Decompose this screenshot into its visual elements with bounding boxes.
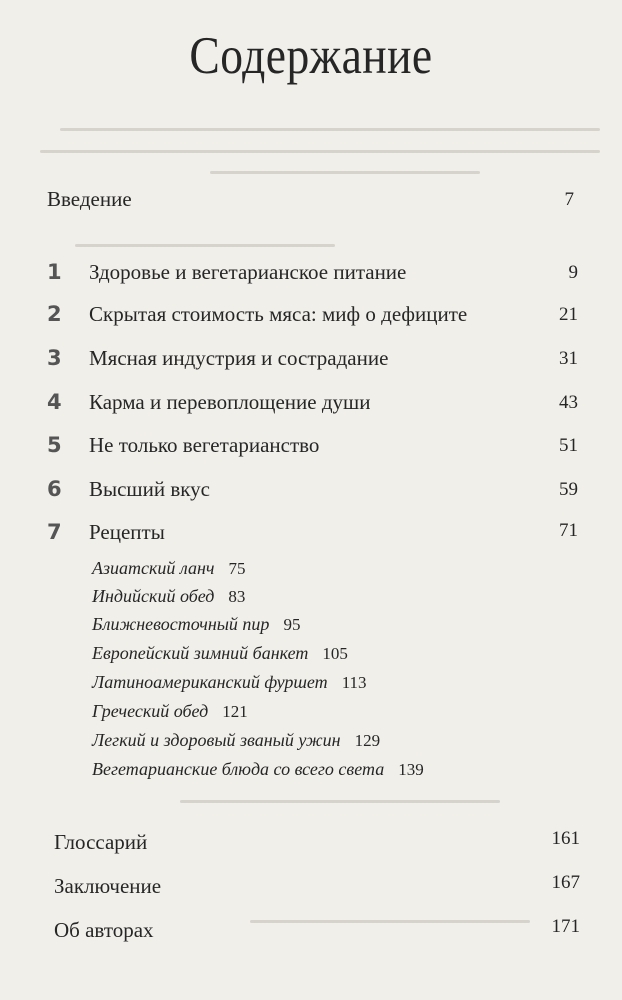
bleed-through-line <box>60 128 600 131</box>
recipe-page: 105 <box>322 644 348 663</box>
bleed-through-line <box>180 800 500 803</box>
chapter-page: 43 <box>559 392 578 413</box>
chapter-number: 2 <box>47 302 62 326</box>
recipe-page: 121 <box>222 702 248 721</box>
chapter-page: 31 <box>559 348 578 369</box>
chapter-page: 71 <box>559 520 578 541</box>
toc-entry-authors: Об авторах <box>54 918 154 942</box>
recipe-page: 95 <box>283 615 301 634</box>
bleed-through-line <box>40 150 600 153</box>
recipe-entry <box>92 558 246 579</box>
recipe-title: Ближневосточный пир <box>92 614 270 634</box>
chapter-title: Скрытая стоимость мяса: миф о дефиците <box>89 302 468 326</box>
chapter-title: Мясная индустрия и сострадание <box>89 346 389 370</box>
chapter-title: Здоровье и вегетарианское питание <box>89 260 407 284</box>
toc-entry-glossary: Глоссарий <box>54 830 148 854</box>
chapter-page: 51 <box>559 435 578 456</box>
chapter-page: 21 <box>559 304 578 325</box>
recipe-page: 83 <box>228 587 246 606</box>
recipe-entry <box>92 643 348 664</box>
recipe-title: Греческий обед <box>92 701 209 721</box>
bleed-through-line <box>250 920 530 923</box>
recipe-page: 113 <box>341 673 367 692</box>
recipe-title: Индийский обед <box>92 586 215 606</box>
toc-page-intro: 7 <box>564 189 574 210</box>
recipe-entry <box>92 672 367 693</box>
chapter-title: Рецепты <box>89 520 165 544</box>
toc-page-glossary: 161 <box>551 828 580 849</box>
recipe-page: 139 <box>398 760 424 779</box>
chapter-title: Карма и перевоплощение души <box>89 390 371 414</box>
chapter-number: 5 <box>47 433 62 457</box>
chapter-page: 9 <box>568 262 578 283</box>
chapter-title: Высший вкус <box>89 477 210 501</box>
recipe-entry <box>92 701 248 722</box>
chapter-number: 1 <box>47 260 62 284</box>
recipe-entry <box>92 614 300 635</box>
chapter-page: 59 <box>559 479 578 500</box>
toc-page-conclusion: 167 <box>551 872 580 893</box>
toc-page-authors: 171 <box>551 916 580 937</box>
recipe-page: 75 <box>228 559 246 578</box>
chapter-number: 4 <box>47 390 62 414</box>
recipe-title: Латиноамериканский фуршет <box>92 672 328 692</box>
recipe-title: Легкий и здоровый званый ужин <box>92 730 341 750</box>
recipe-title: Вегетарианские блюда со всего света <box>92 759 385 779</box>
recipe-title: Азиатский ланч <box>92 558 215 578</box>
toc-entry-conclusion: Заключение <box>54 874 162 898</box>
recipe-title: Европейский зимний банкет <box>92 643 309 663</box>
recipe-entry <box>92 730 380 751</box>
chapter-title: Не только вегетарианство <box>89 433 320 457</box>
recipe-entry <box>92 759 424 780</box>
recipe-entry <box>92 586 245 607</box>
chapter-number: 6 <box>47 477 62 501</box>
chapter-number: 3 <box>47 346 62 370</box>
bleed-through-line <box>210 171 480 174</box>
recipe-page: 129 <box>354 731 381 750</box>
page-title: Содержание <box>189 27 433 85</box>
toc-entry-intro: Введение <box>47 187 132 211</box>
bleed-through-line <box>75 244 335 247</box>
chapter-number: 7 <box>47 520 62 544</box>
